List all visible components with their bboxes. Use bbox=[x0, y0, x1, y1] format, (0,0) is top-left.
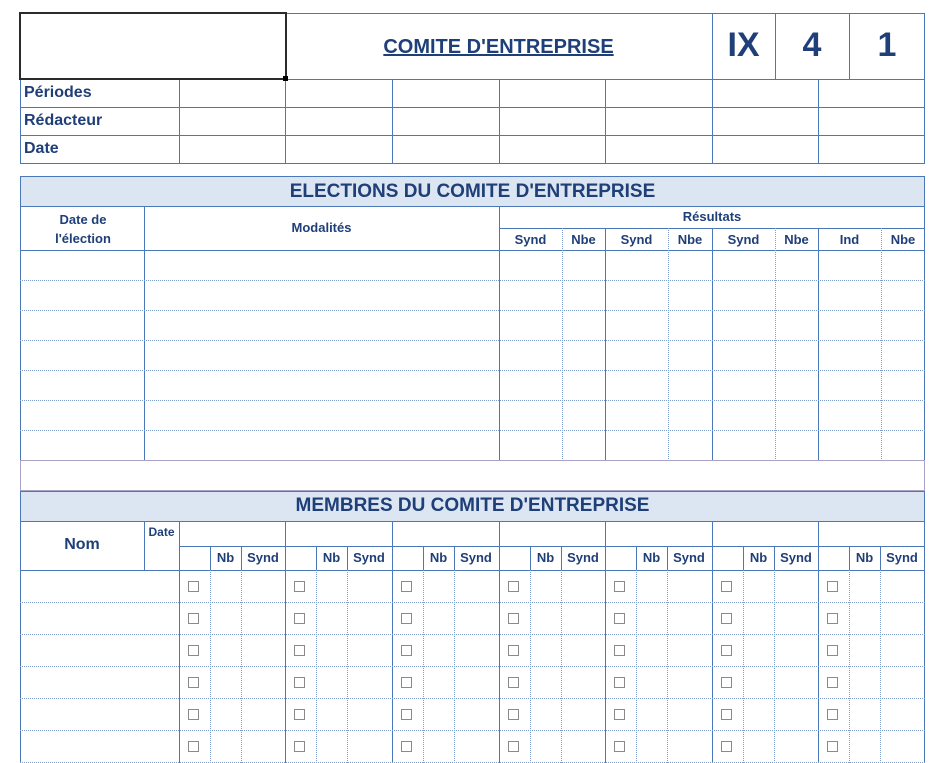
col-modalites: Modalités bbox=[291, 220, 352, 235]
sub-col-synd: Synd bbox=[567, 550, 599, 565]
col-date-election: Date de l'élection bbox=[55, 212, 111, 246]
elections-title: ELECTIONS DU COMITE D'ENTREPRISE bbox=[289, 181, 656, 202]
label-periodes: Périodes bbox=[24, 84, 92, 101]
sub-col-nb: Nb bbox=[429, 550, 448, 565]
member-checkbox[interactable] bbox=[614, 741, 625, 752]
col-divider bbox=[241, 570, 242, 763]
member-checkbox[interactable] bbox=[721, 709, 732, 720]
col-resultats: Résultats bbox=[682, 209, 742, 224]
member-checkbox[interactable] bbox=[188, 677, 199, 688]
sub-col-synd: Synd bbox=[353, 550, 385, 565]
row-divider bbox=[20, 698, 925, 699]
col-divider bbox=[774, 570, 775, 763]
member-checkbox[interactable] bbox=[614, 677, 625, 688]
member-checkbox[interactable] bbox=[401, 741, 412, 752]
code-page: 1 bbox=[877, 26, 897, 64]
member-checkbox[interactable] bbox=[614, 613, 625, 624]
member-checkbox[interactable] bbox=[508, 677, 519, 688]
member-checkbox[interactable] bbox=[721, 613, 732, 624]
member-checkbox[interactable] bbox=[827, 613, 838, 624]
sub-col-synd: Synd bbox=[460, 550, 492, 565]
sub-col-synd: Synd bbox=[247, 550, 279, 565]
member-checkbox[interactable] bbox=[401, 709, 412, 720]
page-title: COMITE D'ENTREPRISE bbox=[383, 36, 614, 58]
sub-col-nbe: Nbe bbox=[784, 232, 809, 247]
row-divider bbox=[20, 634, 925, 635]
member-checkbox[interactable] bbox=[401, 581, 412, 592]
sub-col-ind: Ind bbox=[839, 232, 860, 247]
member-checkbox[interactable] bbox=[294, 645, 305, 656]
member-checkbox[interactable] bbox=[294, 709, 305, 720]
membres-title: MEMBRES DU COMITE D'ENTREPRISE bbox=[295, 495, 650, 516]
col-divider bbox=[561, 570, 562, 763]
row-divider bbox=[20, 730, 925, 731]
sub-col-nbe: Nbe bbox=[677, 232, 703, 247]
sub-col-nb: Nb bbox=[322, 550, 341, 565]
col-divider bbox=[316, 570, 317, 763]
member-checkbox[interactable] bbox=[294, 677, 305, 688]
member-checkbox[interactable] bbox=[508, 645, 519, 656]
sub-col-synd: Synd bbox=[727, 232, 760, 247]
logo-cell[interactable] bbox=[19, 12, 287, 80]
sub-col-synd: Synd bbox=[673, 550, 705, 565]
member-checkbox[interactable] bbox=[827, 741, 838, 752]
member-checkbox[interactable] bbox=[827, 677, 838, 688]
member-checkbox[interactable] bbox=[401, 613, 412, 624]
col-divider bbox=[423, 570, 424, 763]
sub-col-synd: Synd bbox=[620, 232, 653, 247]
member-checkbox[interactable] bbox=[721, 645, 732, 656]
sub-col-nbe: Nbe bbox=[890, 232, 916, 247]
member-checkbox[interactable] bbox=[401, 677, 412, 688]
col-divider bbox=[636, 570, 637, 763]
code-chapter: IX bbox=[727, 26, 760, 64]
sub-col-nb: Nb bbox=[855, 550, 874, 565]
member-checkbox[interactable] bbox=[508, 741, 519, 752]
member-checkbox[interactable] bbox=[188, 645, 199, 656]
member-checkbox[interactable] bbox=[827, 709, 838, 720]
member-checkbox[interactable] bbox=[294, 613, 305, 624]
member-checkbox[interactable] bbox=[508, 581, 519, 592]
sub-col-nb: Nb bbox=[536, 550, 555, 565]
member-checkbox[interactable] bbox=[188, 741, 199, 752]
label-date: Date bbox=[24, 140, 59, 157]
row-divider bbox=[20, 666, 925, 667]
spacer-row[interactable] bbox=[20, 460, 925, 491]
col-date: Date bbox=[148, 525, 175, 539]
member-checkbox[interactable] bbox=[614, 645, 625, 656]
col-nom: Nom bbox=[64, 536, 100, 553]
col-divider bbox=[530, 570, 531, 763]
selection-handle[interactable] bbox=[283, 76, 288, 81]
member-checkbox[interactable] bbox=[827, 645, 838, 656]
col-divider bbox=[880, 570, 881, 763]
member-checkbox[interactable] bbox=[188, 613, 199, 624]
sub-col-synd: Synd bbox=[514, 232, 547, 247]
sub-col-nbe: Nbe bbox=[571, 232, 596, 247]
sub-col-nb: Nb bbox=[642, 550, 661, 565]
row-divider bbox=[20, 602, 925, 603]
sub-col-nb: Nb bbox=[749, 550, 768, 565]
member-checkbox[interactable] bbox=[614, 581, 625, 592]
col-divider bbox=[667, 570, 668, 763]
code-section: 4 bbox=[802, 26, 822, 64]
col-divider bbox=[454, 570, 455, 763]
member-checkbox[interactable] bbox=[294, 741, 305, 752]
member-checkbox[interactable] bbox=[508, 613, 519, 624]
label-redacteur: Rédacteur bbox=[24, 112, 103, 129]
member-checkbox[interactable] bbox=[827, 581, 838, 592]
col-divider bbox=[743, 570, 744, 763]
col-divider bbox=[210, 570, 211, 763]
sub-col-synd: Synd bbox=[886, 550, 918, 565]
member-checkbox[interactable] bbox=[508, 709, 519, 720]
member-checkbox[interactable] bbox=[188, 581, 199, 592]
sub-col-synd: Synd bbox=[780, 550, 812, 565]
member-checkbox[interactable] bbox=[721, 677, 732, 688]
member-checkbox[interactable] bbox=[614, 709, 625, 720]
sub-col-nb: Nb bbox=[216, 550, 235, 565]
member-checkbox[interactable] bbox=[401, 645, 412, 656]
col-divider bbox=[347, 570, 348, 763]
member-checkbox[interactable] bbox=[188, 709, 199, 720]
member-checkbox[interactable] bbox=[721, 581, 732, 592]
member-checkbox[interactable] bbox=[721, 741, 732, 752]
member-checkbox[interactable] bbox=[294, 581, 305, 592]
col-divider bbox=[849, 570, 850, 763]
